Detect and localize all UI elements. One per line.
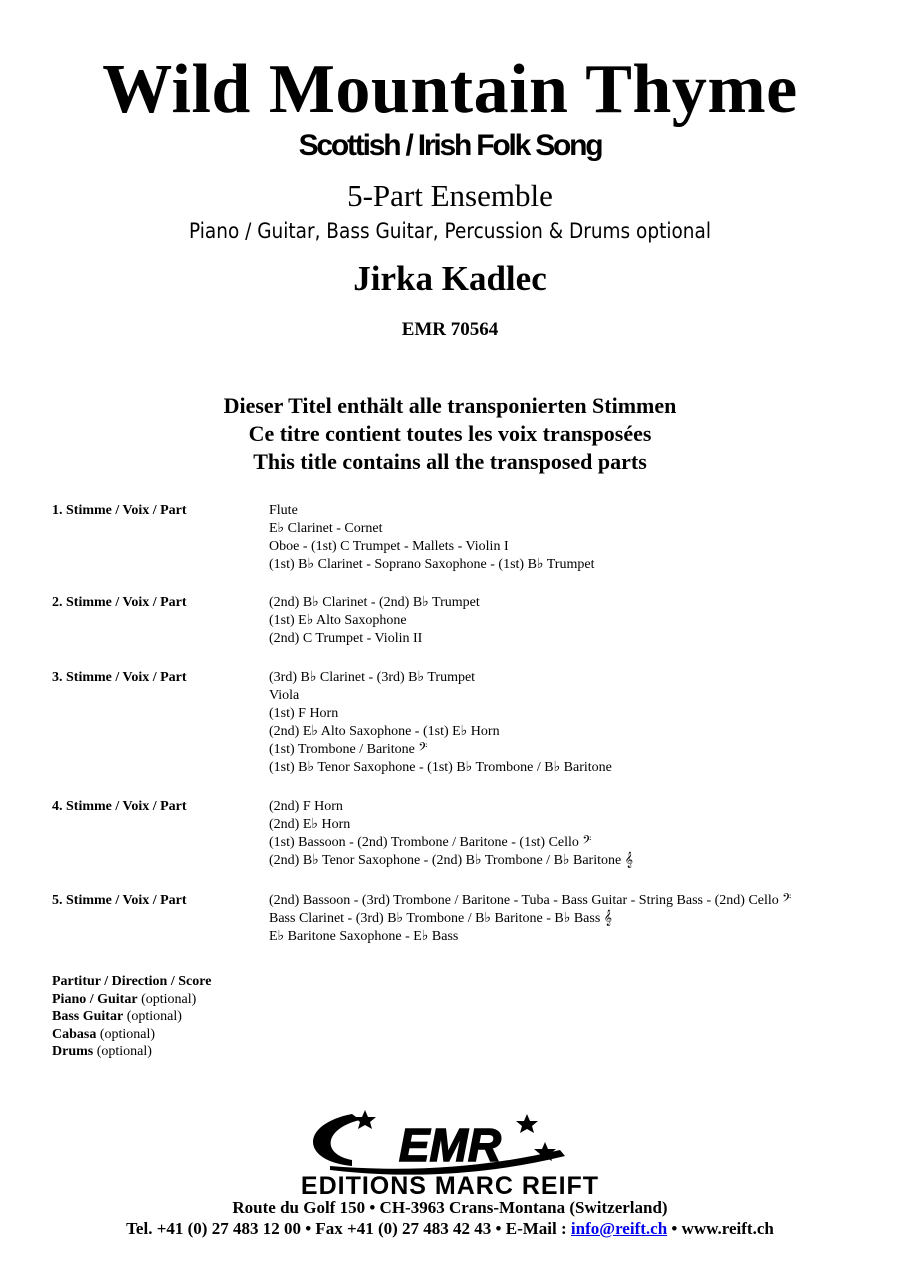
instrumentation-note: Piano / Guitar, Bass Guitar, Percussion & Drums optional: [189, 219, 711, 243]
instrument-line: E♭ Baritone Saxophone - E♭ Bass: [269, 929, 459, 944]
extra-part-name: Bass Guitar: [52, 1009, 124, 1024]
extra-part-note: (optional): [141, 991, 197, 1007]
piece-subtitle: Scottish / Irish Folk Song: [298, 129, 602, 162]
extra-part-name: Partitur / Direction / Score: [52, 974, 212, 989]
contact-phone-fax: Tel. +41 (0) 27 483 12 00 • Fax +41 (0) 27 483 42 43 • E-Mail :: [126, 1219, 571, 1238]
part-instrument-list: [269, 594, 480, 648]
part-instrument-list: [269, 892, 791, 946]
composer-name: Jirka Kadlec: [353, 259, 547, 298]
info-line-german: Dieser Titel enthält alle transponierten Stimmen: [223, 393, 677, 418]
extra-part: [52, 1008, 211, 1026]
extra-part: [52, 1043, 211, 1061]
star-icon: [354, 1110, 376, 1129]
instrument-line: (1st) B♭ Clarinet - Soprano Saxophone - (1st) B♭ Trumpet: [269, 557, 595, 572]
instrument-line: (2nd) B♭ Tenor Saxophone - (2nd) B♭ Trombone / B♭ Baritone 𝄞: [269, 853, 633, 868]
part-label: 3. Stimme / Voix / Part: [52, 670, 187, 685]
extra-part-note: (optional): [126, 1009, 182, 1024]
star-icon: [516, 1114, 538, 1133]
additional-parts-list: [52, 973, 211, 1061]
extra-part-name: Cabasa: [52, 1026, 97, 1042]
instrument-line: (1st) B♭ Tenor Saxophone - (1st) B♭ Trombone / B♭ Baritone: [269, 760, 612, 775]
publisher-address: Route du Golf 150 • CH-3963 Crans-Montana (Switzerland): [232, 1198, 668, 1217]
extra-part-note: (optional): [96, 1044, 152, 1059]
instrument-line: (2nd) F Horn: [269, 799, 343, 814]
instrument-line: (2nd) Bassoon - (3rd) Trombone / Baritone - Tuba - Bass Guitar - String Bass - (2nd) Cello 𝄢: [269, 893, 792, 908]
info-line-french: Ce titre contient toutes les voix transposées: [248, 421, 652, 446]
instrument-line: (1st) Trombone / Baritone 𝄢: [269, 742, 428, 757]
publisher-logo: [0, 1106, 900, 1200]
ensemble-type: 5-Part Ensemble: [347, 178, 553, 213]
part-label: 5. Stimme / Voix / Part: [52, 893, 187, 908]
instrument-line: (1st) F Horn: [269, 706, 339, 721]
extra-part: [52, 973, 211, 991]
instrument-line: (3rd) B♭ Clarinet - (3rd) B♭ Trumpet: [269, 670, 476, 685]
instrument-line: E♭ Clarinet - Cornet: [269, 521, 383, 536]
extra-part: [52, 991, 211, 1009]
instrument-line: Oboe - (1st) C Trumpet - Mallets - Violin I: [269, 539, 509, 554]
contact-website: • www.reift.ch: [667, 1219, 774, 1238]
catalog-code: EMR 70564: [401, 319, 499, 340]
part-instrument-list: [269, 502, 594, 574]
instrument-line: Viola: [269, 688, 300, 703]
part-label: 2. Stimme / Voix / Part: [52, 595, 187, 610]
part-label: 1. Stimme / Voix / Part: [52, 503, 187, 518]
instrument-line: (1st) E♭ Alto Saxophone: [269, 613, 407, 628]
part-instrument-list: [269, 669, 612, 777]
piece-title: Wild Mountain Thyme: [102, 51, 798, 128]
instrument-line: Flute: [269, 503, 298, 518]
extra-part: [52, 1026, 211, 1044]
instrument-line: (2nd) E♭ Horn: [269, 817, 351, 832]
extra-part-note: (optional): [99, 1026, 156, 1042]
instrument-line: Bass Clarinet - (3rd) B♭ Trombone / B♭ Baritone - B♭ Bass 𝄞: [269, 911, 613, 926]
extra-part-name: Drums: [52, 1044, 94, 1059]
instrument-line: (2nd) B♭ Clarinet - (2nd) B♭ Trumpet: [269, 595, 480, 610]
instrument-line: (2nd) C Trumpet - Violin II: [269, 631, 423, 646]
info-line-english: This title contains all the transposed parts: [253, 449, 647, 474]
instrument-line: (1st) Bassoon - (2nd) Trombone / Baritone - (1st) Cello 𝄢: [269, 835, 592, 850]
part-label: 4. Stimme / Voix / Part: [52, 799, 187, 814]
email-link[interactable]: info@reift.ch: [570, 1219, 668, 1238]
part-instrument-list: [269, 798, 633, 870]
publisher-contact: [0, 1218, 900, 1240]
publisher-name: EDITIONS MARC REIFT: [300, 1172, 600, 1200]
extra-part-name: Piano / Guitar: [52, 991, 138, 1007]
logo-emr-text: EMR: [398, 1119, 502, 1171]
instrument-line: (2nd) E♭ Alto Saxophone - (1st) E♭ Horn: [269, 724, 500, 739]
